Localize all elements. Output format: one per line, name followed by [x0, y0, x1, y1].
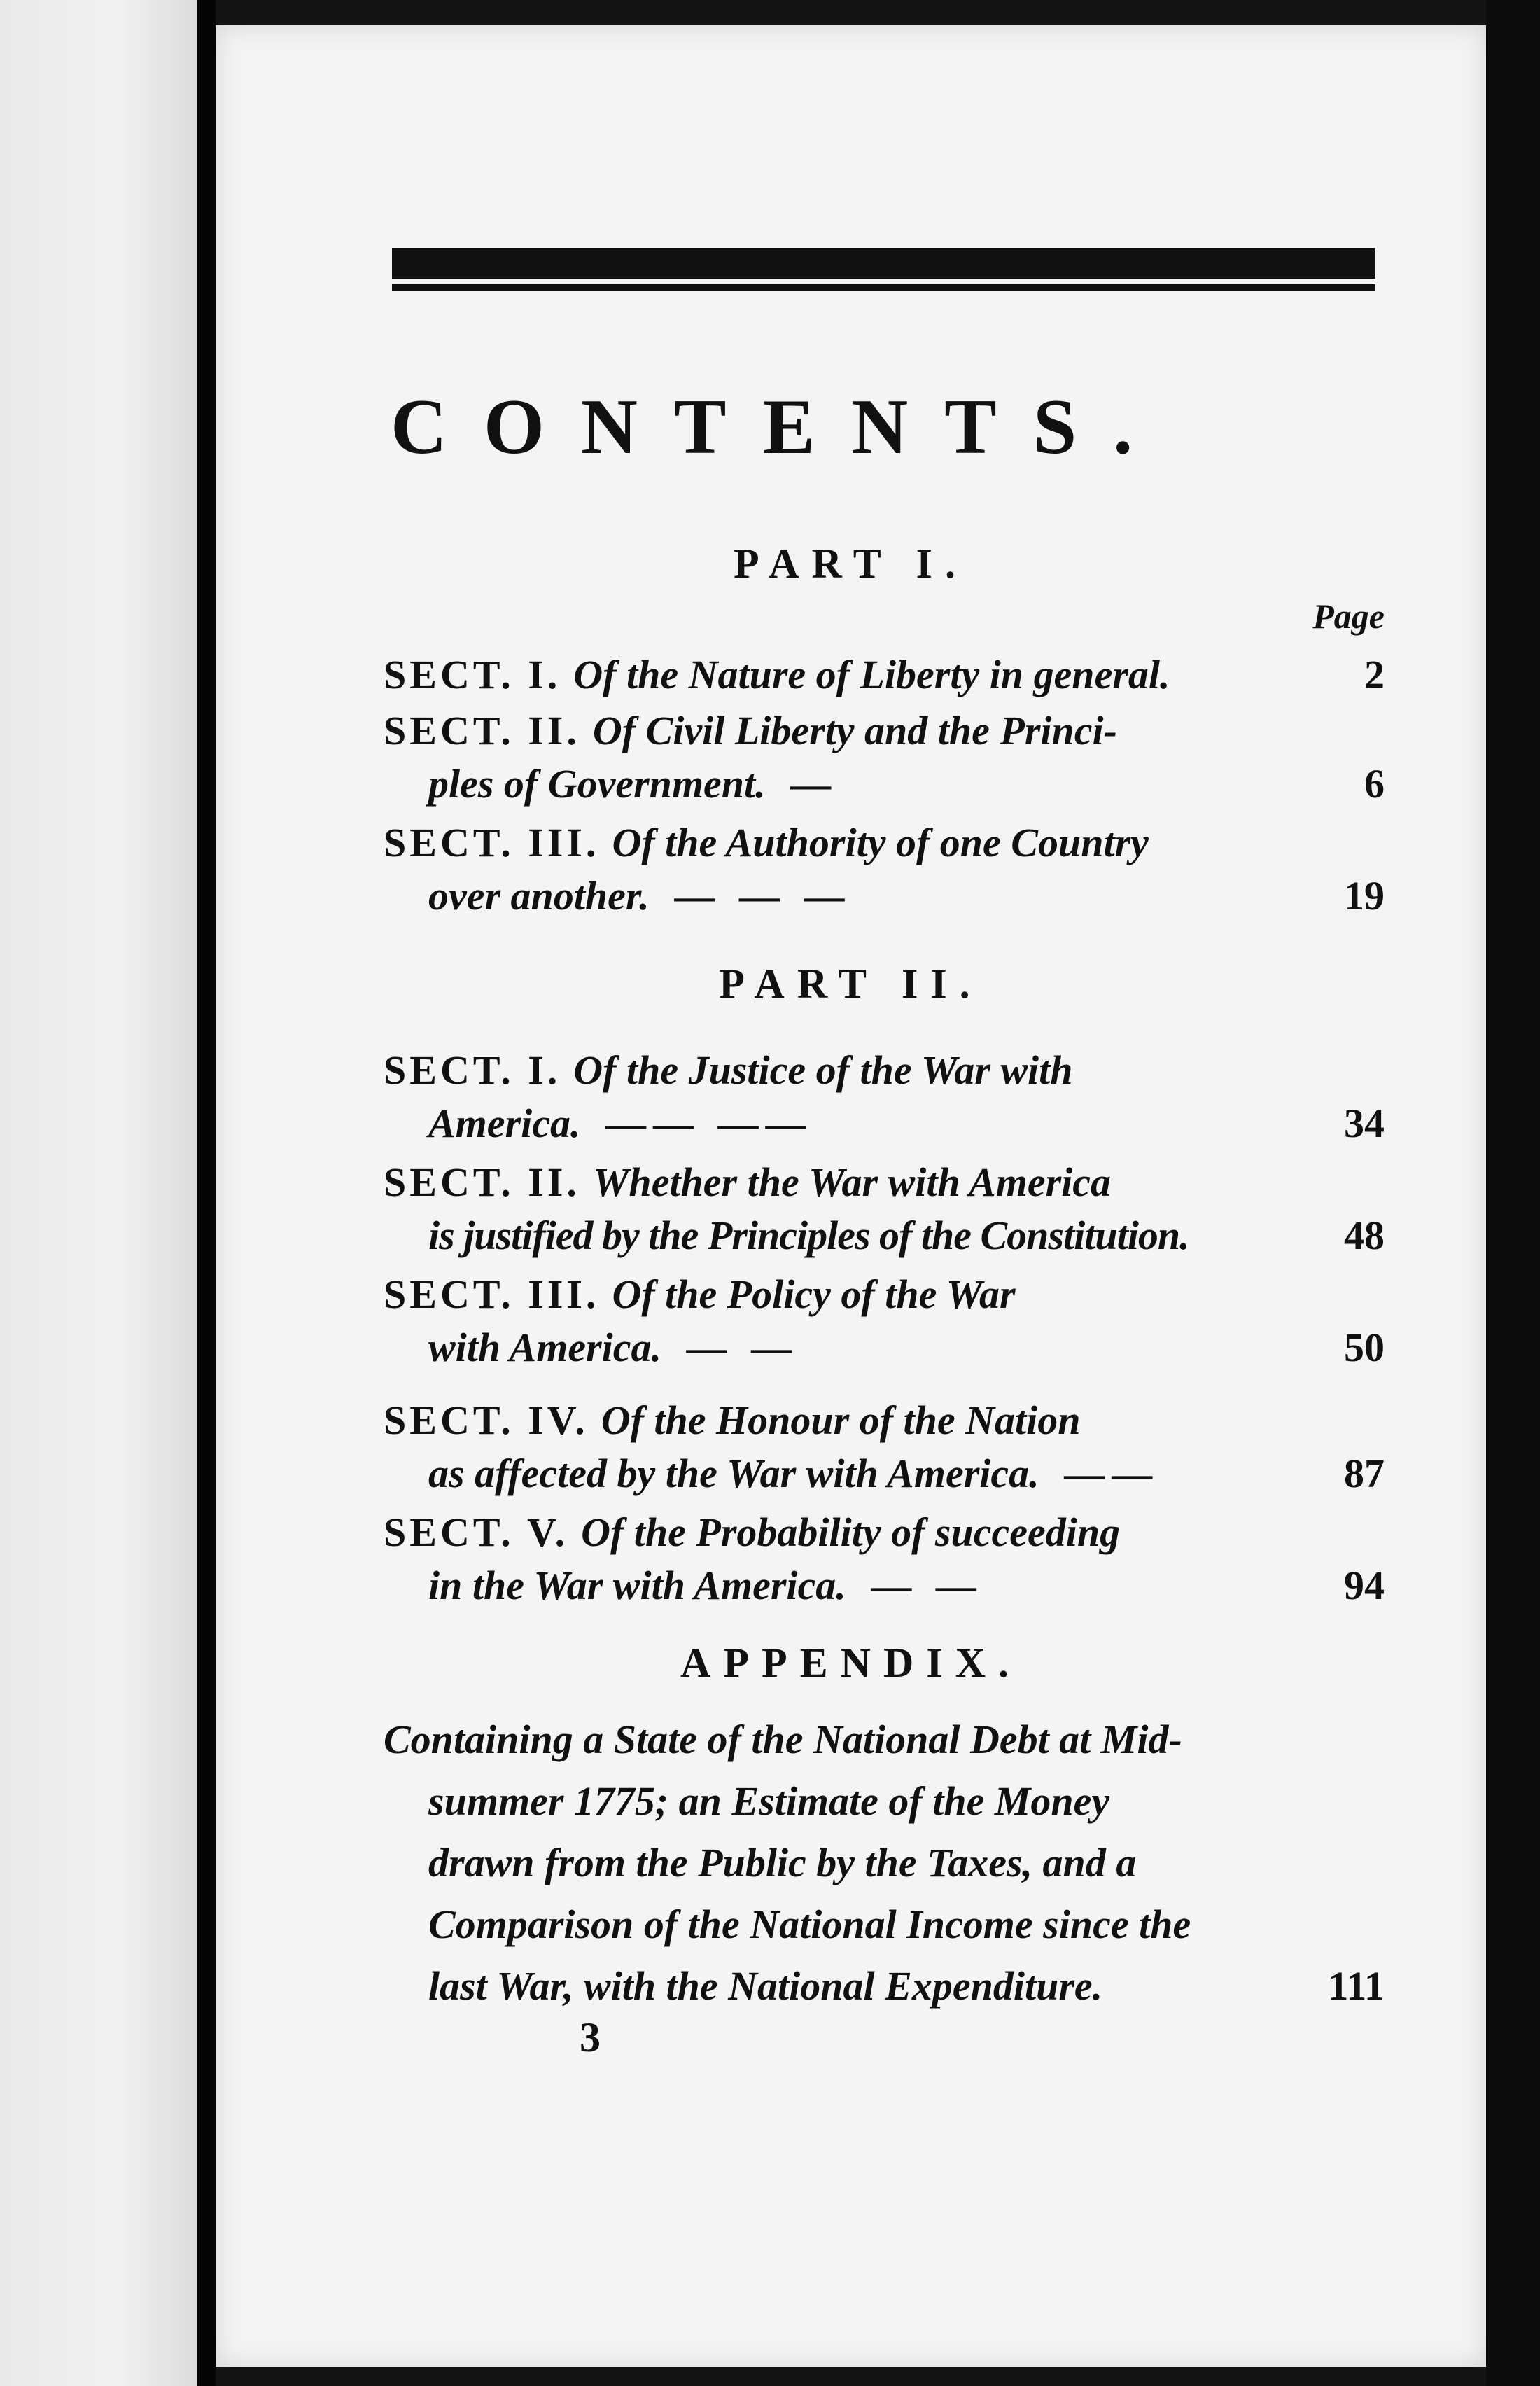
section-title: Of the Probability of succeeding	[581, 1509, 1121, 1555]
part-1-heading: PART I.	[733, 540, 969, 587]
section-title: Whether the War with America	[592, 1159, 1112, 1205]
leader-dash: — — —	[674, 873, 852, 919]
leader-dash: —— ——	[606, 1101, 813, 1146]
page-number: 94	[1344, 1563, 1385, 1608]
section-title: Of the Nature of Liberty in general.	[573, 652, 1170, 697]
section-title-continued: with America.	[428, 1325, 662, 1370]
section-title: Of the Authority of one Country	[612, 820, 1149, 865]
section-title-continued: America.	[428, 1101, 581, 1146]
toc-entry	[384, 1394, 1385, 1500]
section-title: Of the Honour of the Nation	[601, 1397, 1081, 1443]
section-title: Of the Justice of the War with	[573, 1047, 1073, 1093]
appendix-line: drawn from the Public by the Taxes, and a	[428, 1840, 1137, 1885]
page-column-label: Page	[1312, 596, 1385, 636]
page-number: 19	[1344, 873, 1385, 919]
section-number: SECT. IV.	[384, 1397, 589, 1443]
toc-entry	[384, 1156, 1385, 1262]
contents-page	[216, 25, 1486, 2367]
page-number: 111	[1328, 1963, 1385, 2009]
leader-dash: ——	[1064, 1451, 1160, 1496]
toc-entry	[384, 648, 1385, 702]
appendix-heading: APPENDIX.	[680, 1640, 1021, 1686]
leader-dash: —	[790, 761, 839, 807]
page-number: 6	[1364, 761, 1385, 807]
toc-entry	[384, 1044, 1385, 1150]
toc-entry	[384, 816, 1385, 923]
toc-entry	[384, 704, 1385, 811]
leader-dash: — —	[687, 1325, 799, 1370]
part-2-heading: PART II.	[719, 961, 983, 1007]
page-number: 48	[1344, 1213, 1385, 1258]
leader-dash: — —	[871, 1563, 984, 1608]
section-number: SECT. III.	[384, 820, 600, 865]
section-number: SECT. II.	[384, 708, 580, 753]
header-rule-thin	[392, 284, 1376, 291]
section-title-continued: as affected by the War with America.	[428, 1451, 1040, 1496]
toc-entry	[384, 1506, 1385, 1612]
page-edge-shadow	[1486, 0, 1540, 2386]
page-title: CONTENTS.	[391, 384, 1170, 470]
section-title-continued: ples of Government.	[428, 761, 766, 807]
section-title: Of Civil Liberty and the Princi-	[592, 708, 1117, 753]
appendix-line: Comparison of the National Income since the	[428, 1902, 1191, 1947]
page-number: 87	[1344, 1451, 1385, 1496]
section-title-continued: is justified by the Principles of the Constitution.	[428, 1213, 1189, 1258]
section-title: Of the Policy of the War	[612, 1271, 1016, 1317]
section-number: SECT. I.	[384, 652, 561, 697]
page-number: 2	[1364, 652, 1385, 697]
section-title-continued: in the War with America.	[428, 1563, 846, 1608]
section-number: SECT. III.	[384, 1271, 600, 1317]
section-number: SECT. II.	[384, 1159, 580, 1205]
section-title-continued: over another.	[428, 873, 650, 919]
section-number: SECT. I.	[384, 1047, 561, 1093]
toc-entry	[384, 1268, 1385, 1374]
page-number: 34	[1344, 1101, 1385, 1146]
facing-page	[0, 0, 197, 2386]
page-number: 50	[1344, 1325, 1385, 1370]
signature-mark: 3	[580, 2014, 601, 2060]
book-gutter	[197, 0, 216, 2386]
section-number: SECT. V.	[384, 1509, 569, 1555]
appendix-description	[384, 1709, 1385, 2017]
header-rule-thick	[392, 248, 1376, 279]
appendix-line: last War, with the National Expenditure.	[428, 1963, 1103, 2009]
appendix-line: summer 1775; an Estimate of the Money	[428, 1778, 1110, 1824]
appendix-line: Containing a State of the National Debt at Mid-	[384, 1717, 1182, 1762]
